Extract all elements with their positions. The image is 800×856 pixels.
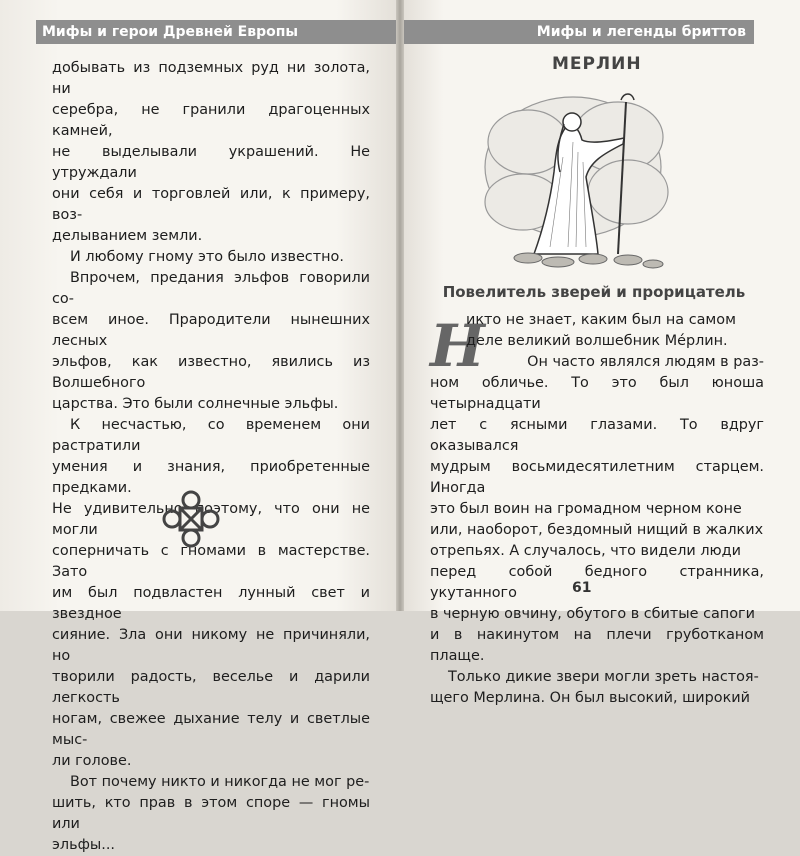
text-line: сияние. Зла они никому не причиняли, но <box>52 627 370 664</box>
text-line: или, наоборот, бездомный нищий в жалких <box>430 522 764 538</box>
text-line: серебра, не гранили драгоценных камней, <box>52 102 370 139</box>
text-line: Вот почему никто и никогда не мог ре- <box>70 774 370 790</box>
right-body-text <box>430 373 764 709</box>
text-line: Впрочем, предания эльфов говорили со- <box>52 270 370 307</box>
right-body-text-intro <box>466 310 764 373</box>
drop-cap-letter: Н <box>430 312 485 380</box>
text-line: творили радость, веселье и дарили легкость <box>52 669 370 706</box>
text-line: соперничать с гномами в мастерстве. Зато <box>52 543 370 580</box>
text-line: всем иное. Прародители нынешних лесных <box>52 312 370 349</box>
text-line: щего Мерлина. Он был высокий, широкий <box>430 690 750 706</box>
text-line: им был подвластен лунный свет и звездное <box>52 585 370 622</box>
text-line: шить, кто прав в этом споре — гномы или <box>52 795 370 832</box>
text-line: ли голове. <box>52 753 132 769</box>
text-line: эльфов, как известно, явились из Волшебного <box>52 354 370 391</box>
text-line: Не удивительно поэтому, что они не могли <box>52 501 370 538</box>
running-header-left: Мифы и герои Древней Европы <box>36 20 396 44</box>
running-header-right: Мифы и легенды бриттов <box>404 20 754 44</box>
text-line: царства. Это были солнечные эльфы. <box>52 396 339 412</box>
text-line: ногам, свежее дыхание телу и светлые мыс- <box>52 711 370 748</box>
text-line: в черную овчину, обутого в сбитые сапоги <box>430 606 755 622</box>
text-line: делыванием земли. <box>52 228 203 244</box>
text-line: это был воин на громадном черном коне <box>430 501 742 517</box>
chapter-subtitle: Повелитель зверей и прорицатель <box>442 283 746 301</box>
text-line: перед собой бедного странника, укутанного <box>430 564 764 601</box>
text-line: лет с ясными глазами. То вдруг оказывался <box>430 417 764 454</box>
page-number: 61 <box>572 580 592 596</box>
text-line: и в накинутом на плечи груботканом плаще. <box>430 627 764 664</box>
left-body-text <box>52 58 370 856</box>
text-line: ном обличье. То это был юноша четырнадцати <box>430 375 764 412</box>
text-line: мудрым восьмидесятилетним старцем. Иногда <box>430 459 764 496</box>
merlin-illustration <box>478 82 678 272</box>
right-page <box>404 0 800 706</box>
left-page <box>0 0 396 853</box>
text-line: И любому гному это было известно. <box>70 249 344 265</box>
celtic-knot-ornament <box>162 490 220 548</box>
book-gutter <box>396 0 404 611</box>
text-line: не выделывали украшений. Не утруждали <box>52 144 370 181</box>
text-line: они себя и торговлей или, к примеру, воз- <box>52 186 370 223</box>
text-line: икто не знает, каким был на самом <box>466 312 736 328</box>
text-line: Только дикие звери могли зреть настоя- <box>448 669 759 685</box>
text-line: умения и знания, приобретенные предками. <box>52 459 370 496</box>
text-line: добывать из подземных руд ни золота, ни <box>52 60 370 97</box>
text-line: эльфы... <box>52 837 115 853</box>
text-line: деле великий волшебник Ме́рлин. <box>466 333 728 349</box>
text-line: К несчастью, со временем они растратили <box>52 417 370 454</box>
chapter-title: МЕРЛИН <box>552 54 642 74</box>
text-line: Он часто являлся людям в раз- <box>527 354 764 370</box>
text-line: отрепьях. А случалось, что видели люди <box>430 543 741 559</box>
